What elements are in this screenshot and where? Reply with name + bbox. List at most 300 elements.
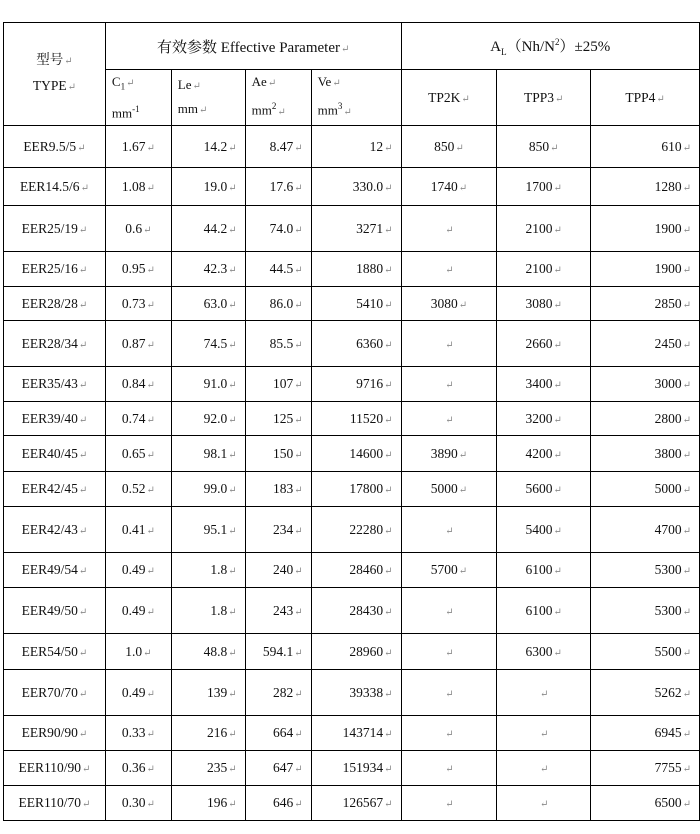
tp2k-cell-value: 850 (434, 138, 455, 154)
paragraph-mark-icon: ↵ (146, 414, 155, 426)
ve-cell (311, 670, 401, 716)
table-row (4, 402, 700, 436)
ae-cell-value: 107 (272, 376, 294, 391)
tp2k-cell (401, 126, 497, 168)
paragraph-mark-icon: ↵ (682, 265, 691, 276)
ve-cell-value: 28430 (349, 602, 384, 618)
le-cell-value: 1.8 (210, 562, 228, 577)
tpp4-cell (591, 751, 700, 786)
paragraph-mark-icon: ↵ (294, 142, 303, 154)
le-cell (171, 588, 245, 634)
paragraph-mark-icon: ↵ (294, 299, 303, 311)
c1-cell (105, 786, 171, 821)
type-cell-value: EER14.5/6 (19, 178, 80, 194)
tpp4-header: TPP4↵ (591, 70, 700, 126)
ve-cell (311, 716, 401, 751)
tpp4-cell (591, 252, 700, 287)
paragraph-mark-icon: ↵ (553, 299, 562, 311)
paragraph-mark-icon: ↵ (294, 799, 303, 810)
c1-cell (105, 634, 171, 670)
paragraph-mark-icon: ↵ (78, 729, 88, 740)
parameter-table (3, 22, 700, 821)
tpp3-cell (497, 168, 591, 206)
le-cell-value: 42.3 (203, 261, 228, 276)
type-header-en: TYPE (32, 78, 67, 93)
tpp3-cell (497, 436, 591, 472)
tpp4-cell-value: 6500 (654, 795, 682, 810)
ve-header: Ve↵ $mm^3↵$ (311, 70, 401, 126)
table-row (4, 126, 700, 168)
paragraph-mark-icon: ↵ (553, 414, 562, 426)
paragraph-mark-icon: ↵ (146, 299, 155, 311)
c1-cell (105, 670, 171, 716)
paragraph-mark-icon: ↵ (384, 265, 393, 276)
ae-cell-value: 594.1 (262, 643, 294, 659)
paragraph-mark-icon: ↵ (384, 606, 393, 618)
c1-cell-value: 0.30 (121, 795, 146, 810)
tpp4-cell-value: 5300 (654, 562, 682, 577)
paragraph-mark-icon: ↵ (78, 647, 88, 659)
paragraph-mark-icon: ↵ (384, 414, 393, 426)
paragraph-mark-icon: ↵ (294, 566, 303, 577)
ve-cell-value: 9716 (356, 376, 384, 391)
c1-cell-value: 0.95 (121, 261, 146, 276)
table-row (4, 367, 700, 402)
paragraph-mark-icon: ↵ (228, 414, 237, 426)
ae-cell (245, 472, 311, 507)
c1-cell-value: 1.08 (121, 178, 146, 194)
paragraph-mark-icon: ↵ (682, 606, 691, 618)
table-row (4, 287, 700, 321)
ve-cell (311, 751, 401, 786)
paragraph-mark-icon: ↵ (228, 265, 237, 276)
paragraph-mark-icon: ↵ (146, 688, 155, 700)
paragraph-mark-icon: ↵ (294, 688, 303, 700)
type-cell (4, 751, 106, 786)
tpp3-cell-value: 6100 (525, 562, 553, 577)
tp2k-cell-value: 5000 (430, 481, 458, 496)
ve-cell (311, 168, 401, 206)
paragraph-mark-icon: ↵ (384, 449, 393, 461)
le-cell-value: 44.2 (203, 220, 228, 236)
paragraph-mark-icon: ↵ (553, 449, 562, 461)
paragraph-mark-icon: ↵ (294, 606, 303, 618)
ve-cell-value: 1880 (356, 261, 384, 276)
ae-header: Ae↵ $mm^2↵$ (245, 70, 311, 126)
tpp3-cell (497, 126, 591, 168)
paragraph-mark-icon: ↵ (384, 688, 393, 700)
type-header-cn: 型号 (36, 52, 64, 67)
paragraph-mark-icon: ↵ (553, 606, 562, 618)
paragraph-mark-icon: ↵ (458, 566, 468, 577)
paragraph-mark-icon: ↵ (78, 606, 88, 618)
le-cell (171, 553, 245, 588)
ve-cell-value: 126567 (342, 795, 384, 810)
paragraph-mark-icon: ↵ (64, 56, 73, 67)
tpp3-cell-value: 2660 (525, 335, 553, 351)
table-row (4, 670, 700, 716)
tpp3-cell-value: 6100 (525, 602, 553, 618)
table-row (4, 206, 700, 252)
paragraph-mark-icon: ↵ (228, 688, 237, 700)
tpp4-cell (591, 634, 700, 670)
tp2k-cell (401, 287, 497, 321)
c1-cell-value: 1.67 (121, 138, 146, 154)
c1-cell-value: 0.74 (121, 410, 146, 426)
paragraph-mark-icon: ↵ (78, 380, 88, 391)
paragraph-mark-icon: ↵ (682, 688, 691, 700)
le-cell (171, 168, 245, 206)
ve-cell (311, 126, 401, 168)
table-row (4, 634, 700, 670)
ve-cell-value: 17800 (349, 481, 384, 496)
paragraph-mark-icon: ↵ (682, 339, 691, 351)
paragraph-mark-icon: ↵ (146, 449, 155, 461)
paragraph-mark-icon: ↵ (146, 142, 155, 154)
paragraph-mark-icon: ↵ (384, 729, 393, 740)
tpp3-cell (497, 751, 591, 786)
ve-cell-value: 6360 (356, 335, 384, 351)
c1-cell-value: 0.41 (121, 521, 146, 537)
paragraph-mark-icon: ↵ (294, 729, 303, 740)
ae-cell-value: 17.6 (269, 178, 294, 194)
ae-cell (245, 252, 311, 287)
tpp4-cell-value: 1900 (654, 220, 682, 236)
ae-cell (245, 436, 311, 472)
tpp3-cell-value: 3400 (525, 376, 553, 391)
c1-cell (105, 751, 171, 786)
tpp4-cell (591, 786, 700, 821)
ae-cell-value: 44.5 (269, 261, 294, 276)
paragraph-mark-icon: ↵ (553, 224, 562, 236)
paragraph-mark-icon: ↵ (458, 299, 468, 311)
c1-header: $C_1↵$ $mm^{-1}$ (105, 70, 171, 126)
ae-cell-value: 150 (272, 445, 294, 461)
tpp4-cell (591, 670, 700, 716)
paragraph-mark-icon: ↵ (384, 485, 393, 496)
paragraph-mark-icon: ↵ (682, 142, 691, 154)
paragraph-mark-icon: ↵ (294, 265, 303, 276)
le-cell-value: 98.1 (203, 445, 228, 461)
tpp3-cell (497, 588, 591, 634)
paragraph-mark-icon: ↵ (553, 485, 562, 496)
type-cell-value: EER35/43 (21, 376, 78, 391)
paragraph-mark-icon: ↵ (82, 764, 91, 775)
le-cell-value: 196 (207, 795, 228, 810)
table-row (4, 716, 700, 751)
tpp4-cell (591, 588, 700, 634)
tp2k-cell (401, 321, 497, 367)
tpp3-cell (497, 252, 591, 287)
tpp3-header: TPP3↵ (497, 70, 591, 126)
paragraph-mark-icon: ↵ (294, 380, 303, 391)
paragraph-mark-icon: ↵ (228, 380, 237, 391)
type-cell (4, 670, 106, 716)
tpp3-cell (497, 206, 591, 252)
ae-cell (245, 716, 311, 751)
type-cell-value: EER42/45 (21, 481, 78, 496)
type-cell (4, 716, 106, 751)
ve-cell (311, 367, 401, 402)
type-cell-value: EER90/90 (21, 725, 78, 740)
type-cell (4, 436, 106, 472)
ae-cell (245, 553, 311, 588)
tpp3-cell-value: 3080 (525, 295, 553, 311)
ve-cell (311, 634, 401, 670)
paragraph-mark-icon: ↵ (553, 566, 562, 577)
paragraph-mark-icon: ↵ (458, 449, 468, 461)
table-row (4, 588, 700, 634)
ve-cell (311, 786, 401, 821)
type-cell (4, 287, 106, 321)
effective-parameter-header (105, 23, 401, 70)
type-cell (4, 206, 106, 252)
type-cell-value: EER110/90 (18, 760, 81, 775)
paragraph-mark-icon: ↵ (445, 647, 454, 659)
paragraph-mark-icon: ↵ (682, 764, 691, 775)
le-cell-value: 63.0 (203, 295, 228, 311)
tp2k-cell-value: 5700 (430, 562, 458, 577)
ve-cell-value: 5410 (356, 295, 384, 311)
le-cell-value: 99.0 (203, 481, 228, 496)
table-row (4, 436, 700, 472)
paragraph-mark-icon: ↵ (445, 799, 454, 810)
paragraph-mark-icon: ↵ (228, 606, 237, 618)
le-cell (171, 507, 245, 553)
paragraph-mark-icon: ↵ (553, 339, 562, 351)
paragraph-mark-icon: ↵ (294, 339, 303, 351)
paragraph-mark-icon: ↵ (384, 380, 393, 391)
tp2k-cell (401, 168, 497, 206)
paragraph-mark-icon: ↵ (682, 414, 691, 426)
type-cell (4, 634, 106, 670)
tpp4-cell-value: 610 (661, 138, 682, 154)
paragraph-mark-icon: ↵ (228, 485, 237, 496)
paragraph-mark-icon: ↵ (78, 224, 88, 236)
tpp4-cell-value: 5000 (654, 481, 682, 496)
paragraph-mark-icon: ↵ (445, 414, 454, 426)
ve-cell (311, 402, 401, 436)
le-cell-value: 48.8 (203, 643, 228, 659)
paragraph-mark-icon: ↵ (445, 688, 454, 700)
paragraph-mark-icon: ↵ (228, 566, 237, 577)
le-cell-value: 216 (207, 725, 228, 740)
paragraph-mark-icon: ↵ (445, 764, 454, 775)
ve-cell-value: 143714 (342, 725, 384, 740)
table-row (4, 507, 700, 553)
paragraph-mark-icon: ↵ (682, 729, 691, 740)
tpp3-cell-value: 4200 (525, 445, 553, 461)
ae-cell (245, 206, 311, 252)
le-cell (171, 321, 245, 367)
ae-cell-value: 8.47 (269, 138, 294, 154)
paragraph-mark-icon: ↵ (228, 224, 237, 236)
paragraph-mark-icon: ↵ (682, 182, 691, 194)
tpp3-cell-value: 2100 (525, 220, 553, 236)
le-cell-value: 95.1 (203, 521, 228, 537)
c1-cell (105, 252, 171, 287)
c1-cell (105, 126, 171, 168)
paragraph-mark-icon: ↵ (384, 566, 393, 577)
paragraph-mark-icon: ↵ (682, 449, 691, 461)
le-cell (171, 751, 245, 786)
paragraph-mark-icon: ↵ (228, 339, 237, 351)
le-cell-value: 74.5 (203, 335, 228, 351)
type-header-cell (4, 23, 106, 126)
type-cell-value: EER49/50 (21, 602, 78, 618)
tpp4-cell-value: 1280 (654, 178, 682, 194)
c1-cell (105, 716, 171, 751)
paragraph-mark-icon: ↵ (143, 224, 152, 236)
tpp3-cell (497, 553, 591, 588)
tpp4-cell (591, 287, 700, 321)
le-cell-value: 19.0 (203, 178, 228, 194)
le-cell-value: 1.8 (210, 602, 228, 618)
tpp3-cell-value: 850 (528, 138, 550, 154)
tpp4-cell (591, 126, 700, 168)
c1-cell-value: 0.49 (121, 684, 146, 700)
ae-cell (245, 670, 311, 716)
paragraph-mark-icon: ↵ (228, 142, 237, 154)
type-cell-value: EER40/45 (21, 445, 78, 461)
ae-cell (245, 786, 311, 821)
paragraph-mark-icon: ↵ (228, 182, 237, 194)
c1-cell-value: 0.52 (121, 481, 146, 496)
header-row-top (4, 23, 700, 70)
c1-cell-value: 0.49 (121, 602, 146, 618)
paragraph-mark-icon: ↵ (384, 224, 393, 236)
tpp4-cell-value: 2800 (654, 410, 682, 426)
tp2k-cell (401, 670, 497, 716)
paragraph-mark-icon: ↵ (228, 647, 237, 659)
ae-cell-value: 85.5 (269, 335, 294, 351)
ae-cell (245, 634, 311, 670)
tpp4-cell (591, 716, 700, 751)
tp2k-cell (401, 716, 497, 751)
tpp3-cell-value: 6300 (525, 643, 553, 659)
paragraph-mark-icon: ↵ (384, 299, 393, 311)
tpp3-cell (497, 670, 591, 716)
le-cell (171, 367, 245, 402)
paragraph-mark-icon: ↵ (228, 299, 237, 311)
paragraph-mark-icon: ↵ (294, 647, 303, 659)
paragraph-mark-icon: ↵ (294, 182, 303, 194)
ve-cell (311, 436, 401, 472)
ae-cell-value: 282 (272, 684, 294, 700)
c1-cell-value: 0.84 (121, 376, 146, 391)
paragraph-mark-icon: ↵ (445, 525, 454, 537)
paragraph-mark-icon: ↵ (294, 485, 303, 496)
tpp4-cell (591, 507, 700, 553)
ae-cell (245, 588, 311, 634)
tpp3-cell (497, 402, 591, 436)
paragraph-mark-icon: ↵ (78, 414, 88, 426)
c1-cell (105, 472, 171, 507)
type-cell (4, 126, 106, 168)
paragraph-mark-icon: ↵ (294, 764, 303, 775)
paragraph-mark-icon: ↵ (294, 224, 303, 236)
c1-cell-value: 0.36 (121, 760, 146, 775)
type-cell (4, 507, 106, 553)
paragraph-mark-icon: ↵ (228, 799, 237, 810)
ae-cell-value: 664 (272, 725, 294, 740)
ae-cell (245, 126, 311, 168)
ve-cell (311, 252, 401, 287)
ve-cell (311, 507, 401, 553)
ve-cell (311, 287, 401, 321)
paragraph-mark-icon: ↵ (146, 339, 155, 351)
paragraph-mark-icon: ↵ (146, 265, 155, 276)
tp2k-cell (401, 206, 497, 252)
tpp3-cell (497, 287, 591, 321)
tpp3-cell (497, 507, 591, 553)
tpp3-cell-value: 3200 (525, 410, 553, 426)
paragraph-mark-icon: ↵ (78, 339, 88, 351)
paragraph-mark-icon: ↵ (294, 414, 303, 426)
le-cell (171, 472, 245, 507)
c1-cell (105, 367, 171, 402)
tpp3-cell (497, 367, 591, 402)
paragraph-mark-icon: ↵ (78, 265, 88, 276)
paragraph-mark-icon: ↵ (553, 380, 562, 391)
le-header: Le↵ mm↵ (171, 70, 245, 126)
tpp3-cell-value: 2100 (525, 261, 553, 276)
paragraph-mark-icon: ↵ (384, 142, 393, 154)
c1-cell (105, 321, 171, 367)
paragraph-mark-icon: ↵ (146, 485, 155, 496)
le-cell (171, 126, 245, 168)
paragraph-mark-icon: ↵ (540, 688, 549, 700)
paragraph-mark-icon: ↵ (294, 525, 303, 537)
le-cell-value: 92.0 (203, 410, 228, 426)
ae-cell-value: 125 (272, 410, 294, 426)
tp2k-cell (401, 507, 497, 553)
paragraph-mark-icon: ↵ (384, 525, 393, 537)
ae-cell-value: 234 (272, 521, 294, 537)
paragraph-mark-icon: ↵ (146, 799, 155, 810)
c1-cell-value: 0.87 (121, 335, 146, 351)
tpp3-cell (497, 321, 591, 367)
paragraph-mark-icon: ↵ (228, 525, 237, 537)
paragraph-mark-icon: ↵ (146, 729, 155, 740)
tpp4-cell (591, 168, 700, 206)
tp2k-cell (401, 786, 497, 821)
paragraph-mark-icon: ↵ (77, 142, 86, 154)
tpp4-cell (591, 402, 700, 436)
type-cell (4, 367, 106, 402)
paragraph-mark-icon: ↵ (146, 566, 155, 577)
le-cell (171, 716, 245, 751)
paragraph-mark-icon: ↵ (384, 764, 393, 775)
ve-cell (311, 472, 401, 507)
tpp4-cell (591, 367, 700, 402)
paragraph-mark-icon: ↵ (78, 688, 88, 700)
paragraph-mark-icon: ↵ (553, 265, 562, 276)
type-cell-value: EER39/40 (21, 410, 78, 426)
le-cell (171, 206, 245, 252)
paragraph-mark-icon: ↵ (78, 566, 88, 577)
le-cell (171, 436, 245, 472)
ae-cell (245, 402, 311, 436)
al-header (401, 23, 700, 70)
type-cell (4, 168, 106, 206)
c1-cell (105, 507, 171, 553)
c1-cell (105, 553, 171, 588)
tp2k-cell (401, 402, 497, 436)
c1-cell-value: 0.73 (121, 295, 146, 311)
type-cell-value: EER42/43 (21, 521, 78, 537)
tpp4-cell-value: 2850 (654, 295, 682, 311)
